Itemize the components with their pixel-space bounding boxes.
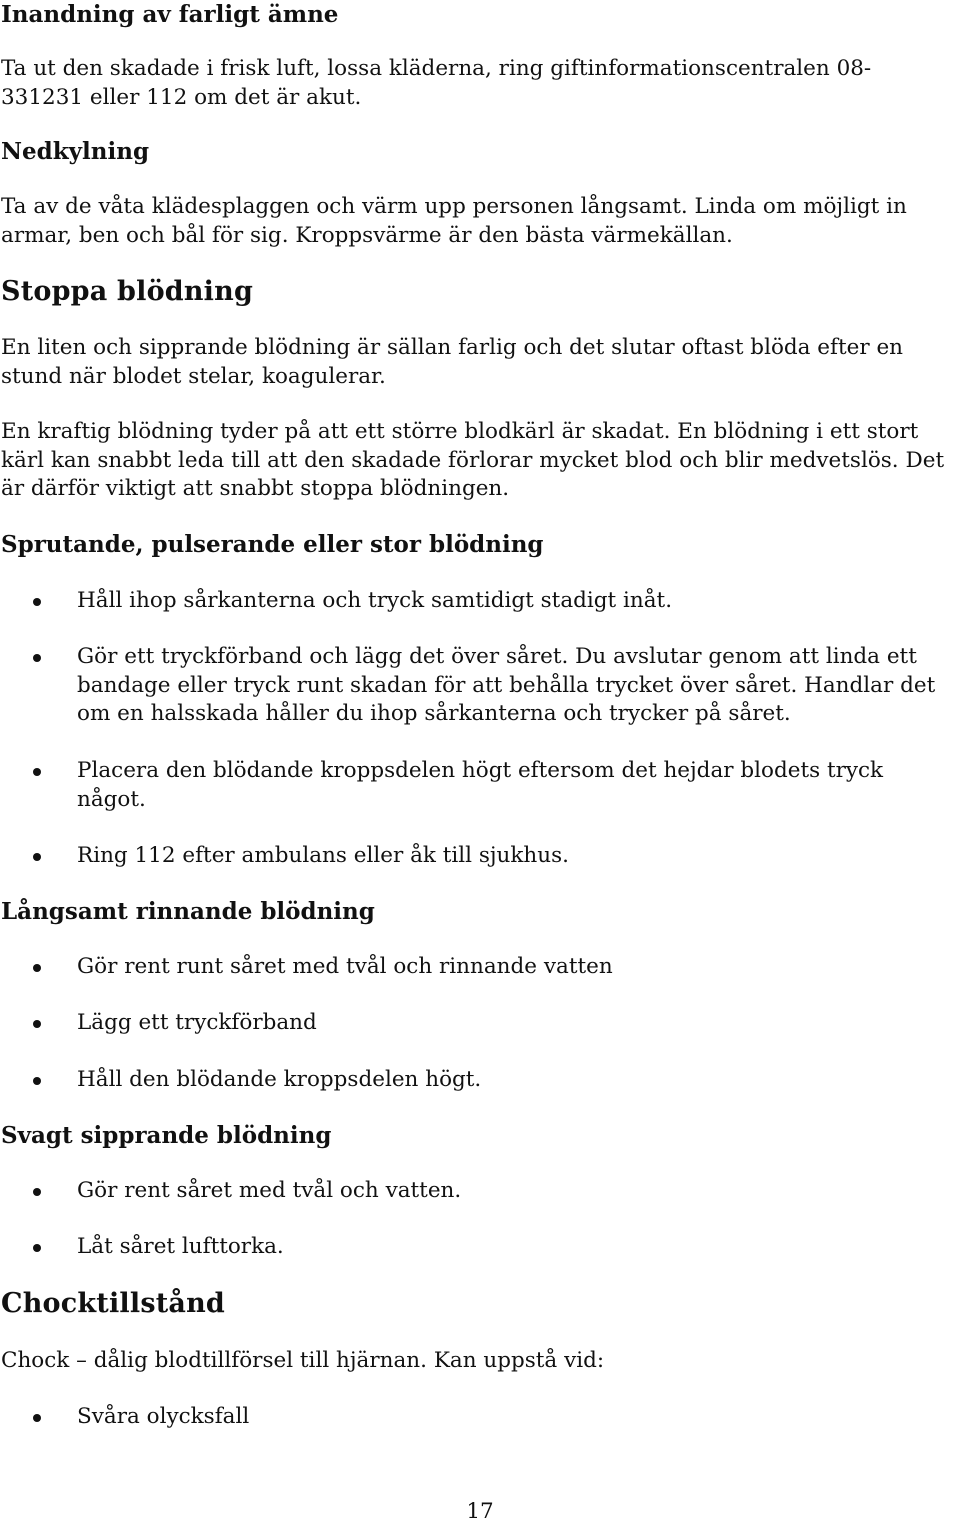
- bullet-icon: [33, 1020, 41, 1028]
- bullet-icon: [33, 1244, 41, 1252]
- bullet-icon: [33, 1414, 41, 1422]
- paragraph-shock: Chock – dålig blodtillförsel till hjärnan. Kan uppstå vid:: [1, 1348, 605, 1373]
- paragraph-bleeding-severe: En kraftig blödning tyder på att ett större blodkärl är skadat. En blödning i ett stort kärl kan snabbt leda till att den skadade förlorar mycket blod och blir medvetslös. Det är därför viktigt att snabbt stoppa blödningen.: [1, 419, 945, 501]
- page-number: 17: [466, 1499, 494, 1524]
- bullet-icon: [33, 1077, 41, 1085]
- paragraph-inhalation: Ta ut den skadade i frisk luft, lossa kläderna, ring giftinformationscentralen 08-331231 eller 112 om det är akut.: [1, 56, 872, 110]
- bullet-icon: [33, 654, 41, 662]
- list-item-text: Lägg ett tryckförband: [77, 1010, 317, 1035]
- section-heading-spurting-bleeding: Sprutande, pulserande eller stor blödning: [1, 531, 544, 558]
- paragraph-cooling: Ta av de våta klädesplaggen och värm upp personen långsamt. Linda om möjligt in armar, ben och bål för sig. Kroppsvärme är den bästa värmekällan.: [1, 194, 907, 248]
- bullet-icon: [33, 853, 41, 861]
- section-heading-stop-bleeding: Stoppa blödning: [1, 276, 254, 307]
- bullet-icon: [33, 964, 41, 972]
- list-item-text: Gör rent såret med tvål och vatten.: [77, 1178, 462, 1203]
- section-heading-weak-bleeding: Svagt sipprande blödning: [1, 1122, 332, 1149]
- list-item-text: Placera den blödande kroppsdelen högt eftersom det hejdar blodets tryck något.: [77, 758, 884, 812]
- section-heading-shock: Chocktillstånd: [1, 1288, 225, 1319]
- bullet-icon: [33, 1188, 41, 1196]
- list-item-text: Ring 112 efter ambulans eller åk till sjukhus.: [77, 843, 569, 868]
- paragraph-bleeding-small: En liten och sipprande blödning är sällan farlig och det slutar oftast blöda efter en stund när blodet stelar, koagulerar.: [1, 335, 904, 389]
- list-item-text: Gör ett tryckförband och lägg det över såret. Du avslutar genom att linda ett bandage eller tryck runt skadan för att behålla trycket över såret. Handlar det om en halsskada håller du ihop sårkanterna och trycker på såret.: [77, 644, 936, 726]
- section-heading-inhalation: Inandning av farligt ämne: [1, 1, 339, 28]
- bullet-icon: [33, 598, 41, 606]
- list-item-text: Håll den blödande kroppsdelen högt.: [77, 1067, 482, 1092]
- list-item-text: Håll ihop sårkanterna och tryck samtidigt stadigt inåt.: [77, 588, 673, 613]
- bullet-icon: [33, 768, 41, 776]
- list-item-text: Låt såret lufttorka.: [77, 1234, 284, 1259]
- list-item-text: Svåra olycksfall: [77, 1404, 250, 1429]
- section-heading-cooling: Nedkylning: [1, 138, 150, 165]
- section-heading-slow-bleeding: Långsamt rinnande blödning: [1, 898, 375, 925]
- list-item-text: Gör rent runt såret med tvål och rinnande vatten: [77, 954, 613, 979]
